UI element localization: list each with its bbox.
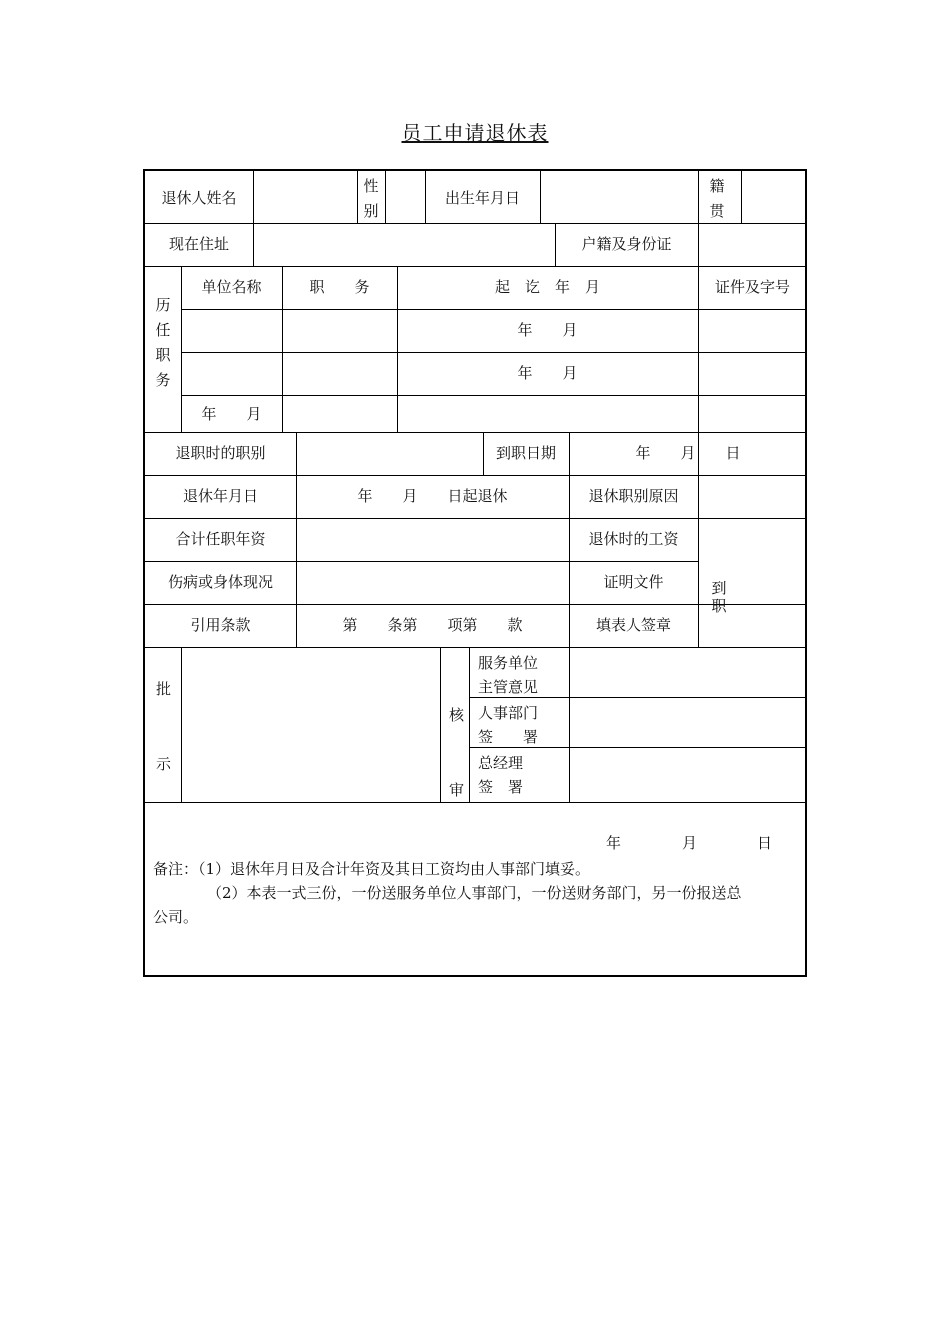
period-cell: 年 月 [517,321,578,339]
seniority-label: 合计任职年资 [175,530,266,548]
hr-sign-label: 人事部门 [478,704,539,722]
row-divider [181,352,807,353]
footer-note: 公司。 [153,908,199,926]
retire-date-value: 年 月 日起退休 [357,487,508,505]
retiree-name-label: 退休人姓名 [161,189,237,207]
period-cell: 年 月 [517,364,578,382]
unit-period-cell: 年 月 [201,405,262,423]
dept-head-opinion-label: 主管意见 [478,678,539,696]
clause-label: 引用条款 [190,616,251,634]
col-divider [296,432,297,647]
retire-reason-label: 退休职别原因 [588,487,679,505]
household-id-label: 户籍及身份证 [581,235,672,253]
col-divider [385,171,386,223]
col-divider [469,647,470,802]
start-side-text: 到职 [711,579,727,615]
gender-label: 性别 [363,177,379,220]
col-divider [569,647,570,802]
approval-side-label: 示 [156,755,172,773]
row-divider [181,309,807,310]
history-side-label: 历任职务 [155,296,171,389]
period-header: 起 讫 年 月 [494,278,600,296]
start-date-value: 年 月 日 [635,444,741,462]
dept-head-opinion-label: 服务单位 [478,654,539,672]
footer-note: 备注：（1）退休年月日及合计年资及其日工资均由人事部门填妥。 [153,860,591,878]
gm-sign-label: 签 署 [478,778,524,796]
retire-position-label: 退职时的职别 [175,444,266,462]
footer-day: 日 [757,834,773,852]
review-side-label: 核 [449,706,465,724]
birth-date-label: 出生年月日 [444,189,520,207]
approval-side-label: 批 [156,680,172,698]
address-label: 现在住址 [168,235,229,253]
gm-sign-label: 总经理 [478,754,524,772]
footer-year: 年 [606,834,622,852]
page-title: 员工申请退休表 [401,121,549,145]
row-divider [145,604,807,605]
filler-signature-label: 填表人签章 [595,616,671,634]
col-divider [698,432,699,647]
col-divider [741,171,742,223]
col-divider [253,171,254,223]
col-divider [253,223,254,266]
row-divider [469,697,807,698]
row-divider [145,223,807,224]
retire-date-label: 退休年月日 [182,487,258,505]
col-divider [698,171,699,223]
row-divider [145,432,807,433]
col-divider [440,647,441,802]
row-divider [181,395,807,396]
col-divider [357,171,358,223]
unit-name-header: 单位名称 [201,278,262,296]
form-frame [143,169,807,977]
proof-document-label: 证明文件 [603,573,664,591]
row-divider [469,747,807,748]
row-divider [145,518,807,519]
col-divider [540,171,541,223]
row-divider [145,802,807,803]
position-header: 职 务 [309,278,370,296]
col-divider [181,647,182,802]
clause-value: 第 条第 项第 款 [342,616,523,634]
certificate-header: 证件及字号 [714,278,790,296]
row-divider [145,647,807,648]
row-divider [145,475,807,476]
native-place-label: 籍贯 [709,177,725,220]
review-side-label: 审 [449,781,465,799]
hr-sign-label: 签 署 [478,728,539,746]
retire-salary-label: 退休时的工资 [588,530,679,548]
start-date-label: 到职日期 [495,444,556,462]
footer-month: 月 [682,834,698,852]
footer-note: （2）本表一式三份，一份送服务单位人事部门，一份送财务部门，另一份报送总 [207,884,742,902]
col-divider [698,223,699,266]
health-status-label: 伤病或身体现况 [167,573,273,591]
row-divider [145,561,698,562]
row-divider [145,266,807,267]
